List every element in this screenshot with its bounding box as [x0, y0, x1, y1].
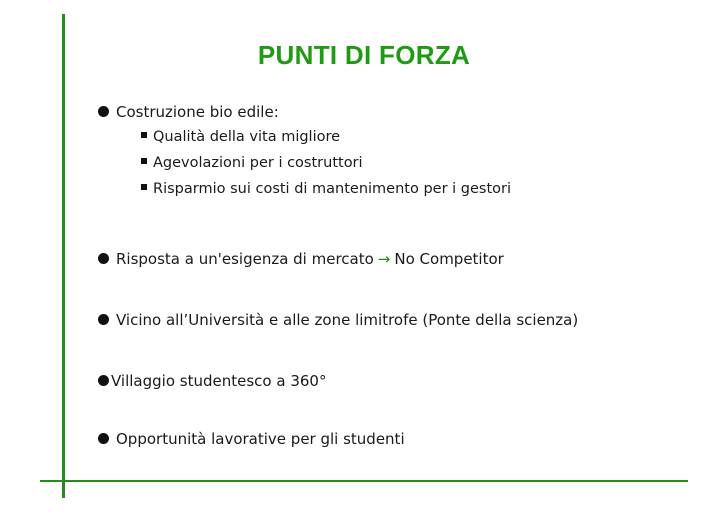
bullet-text: Opportunità lavorative per gli studenti [116, 430, 405, 448]
bullet-text: Costruzione bio edile: [116, 103, 279, 121]
sub-bullet-item [141, 128, 340, 146]
sub-bullet-text: Risparmio sui costi di mantenimento per i gestori [153, 181, 512, 197]
bullet-item-jobs [98, 430, 405, 448]
bullet-dot-icon [98, 106, 109, 117]
bullet-item-construction [98, 103, 279, 121]
sub-bullet-text: Qualità della vita migliore [153, 129, 341, 145]
square-bullet-icon [141, 132, 147, 138]
sub-bullet-item [141, 154, 363, 172]
bullet-suffix: No Competitor [394, 250, 504, 268]
square-bullet-icon [141, 184, 147, 190]
bullet-dot-icon [98, 433, 109, 444]
bullet-dot-icon [98, 253, 109, 264]
sub-bullet-text: Agevolazioni per i costruttori [153, 155, 363, 171]
bullet-text: Villaggio studentesco a 360° [111, 372, 327, 390]
bullet-item-village [98, 372, 326, 390]
bullet-dot-icon [98, 314, 109, 325]
sub-bullet-item [141, 180, 511, 198]
bottom-horizontal-rule [40, 480, 688, 482]
arrow-right-icon: → [377, 250, 391, 268]
bullet-dot-icon [98, 375, 109, 386]
square-bullet-icon [141, 158, 147, 164]
left-vertical-rule [62, 14, 65, 498]
bullet-text: Vicino all’Università e alle zone limitrofe (Ponte della scienza) [116, 311, 579, 329]
slide-title: PUNTI DI FORZA [257, 40, 471, 70]
bullet-item-location [98, 311, 578, 329]
bullet-item-market [98, 250, 504, 268]
bullet-text: Risposta a un'esigenza di mercato [116, 250, 374, 268]
